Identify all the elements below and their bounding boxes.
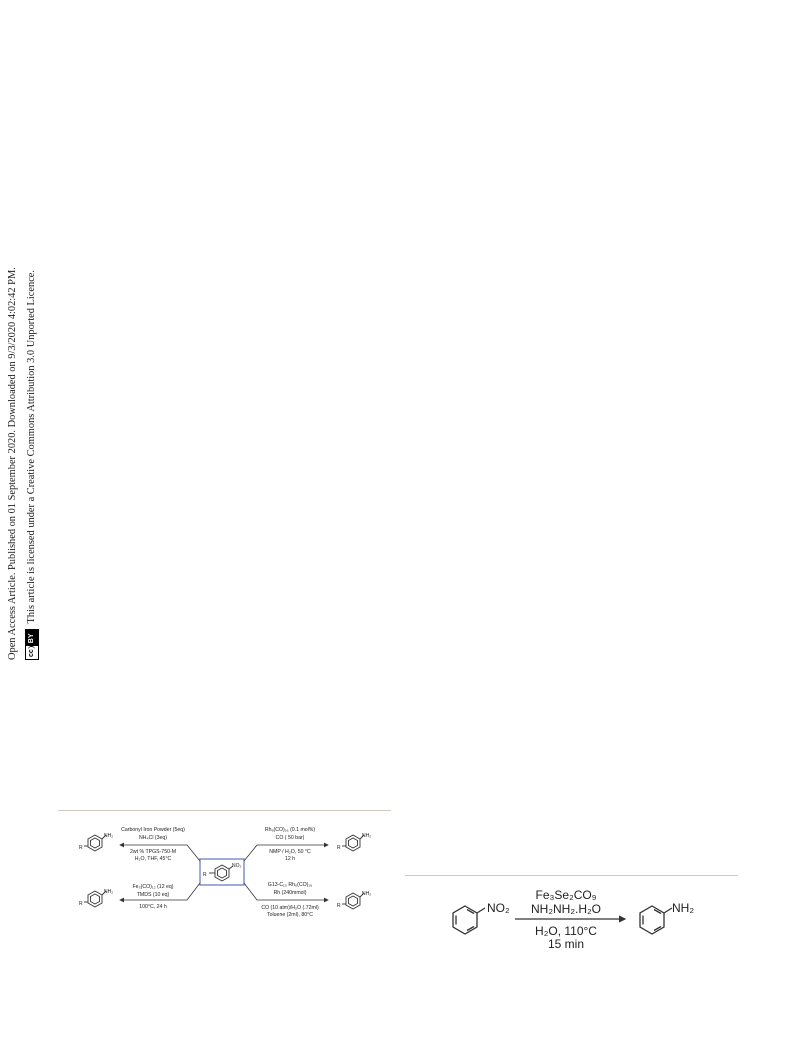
product-aniline-bottom-right [342, 893, 364, 909]
cond-tl-2: 2wt % TPGS-750-M [129, 849, 177, 855]
licence-info[interactable]: This article is licensed under a Creative Commons Attribution 3.0 Unported Licence. [26, 269, 38, 624]
r-label-tr: R [337, 845, 341, 851]
conditions-label: H₂O, 110°C [535, 924, 597, 938]
product-aniline-top-left [84, 835, 106, 851]
cond-tl-3: H₂O, THF, 45°C [134, 856, 172, 862]
publication-info: Open Access Article. Published on 01 September 2020. Downloaded on 9/3/2020 4:02:42 PM. [7, 267, 19, 660]
cond-br-3: Toluene (2ml), 80°C [267, 912, 313, 918]
amine-group-label: NH₂ [672, 901, 694, 915]
cond-tl-0: Carbonyl Iron Powder (5eq) [121, 827, 185, 833]
central-no2-label: NO₂ [232, 863, 242, 869]
aniline-structure [640, 906, 672, 934]
cond-tr-3: 12 h [284, 856, 296, 862]
r-label-br: R [337, 903, 341, 909]
cond-bl-0: Fe₃(CO)₁₂ (12 eq) [132, 884, 174, 890]
reagent-label: NH₂NH₂.H₂O [531, 902, 601, 916]
r-label-bl: R [79, 901, 83, 907]
product-aniline-bottom-left [84, 891, 106, 907]
r-label-tl: R [79, 845, 83, 851]
nh2-label-tl: NH₂ [104, 833, 114, 839]
product-aniline-top-right [342, 835, 364, 851]
cond-br-1: Rh (240mmol) [273, 890, 307, 896]
cc-label: cc [28, 646, 35, 659]
nitro-group-label: NO₂ [487, 901, 510, 915]
cond-tl-1: NH₄Cl (3eq) [138, 835, 168, 841]
cond-br-2: CO (10 atm)/H₂O (.72ml) [261, 905, 319, 911]
nh2-label-tr: NH₂ [362, 833, 372, 839]
cond-tr-0: Rh₆(CO)₁₆ (0.1 mol%) [264, 827, 316, 833]
cond-tr-2: NMP / H₂O, 50 °C [269, 849, 311, 855]
cond-tr-1: CO ( 50 bar) [275, 835, 305, 841]
central-benzene-ring [209, 865, 233, 881]
catalyst-label: Fe₃Se₂CO₉ [535, 888, 597, 902]
central-r-label: R [203, 872, 207, 878]
by-label: BY [26, 630, 38, 646]
nitrobenzene-structure [453, 906, 485, 934]
time-label: 15 min [547, 937, 585, 951]
nh2-label-br: NH₂ [362, 891, 372, 897]
cond-bl-1: TMDS (10 eq) [136, 892, 170, 898]
cond-bl-2: 100°C, 24 h [139, 904, 167, 910]
nh2-label-bl: NH₂ [104, 889, 114, 895]
cond-br-0: G13-C₁₀ Rh₆(CO)₁₆ [267, 882, 313, 888]
